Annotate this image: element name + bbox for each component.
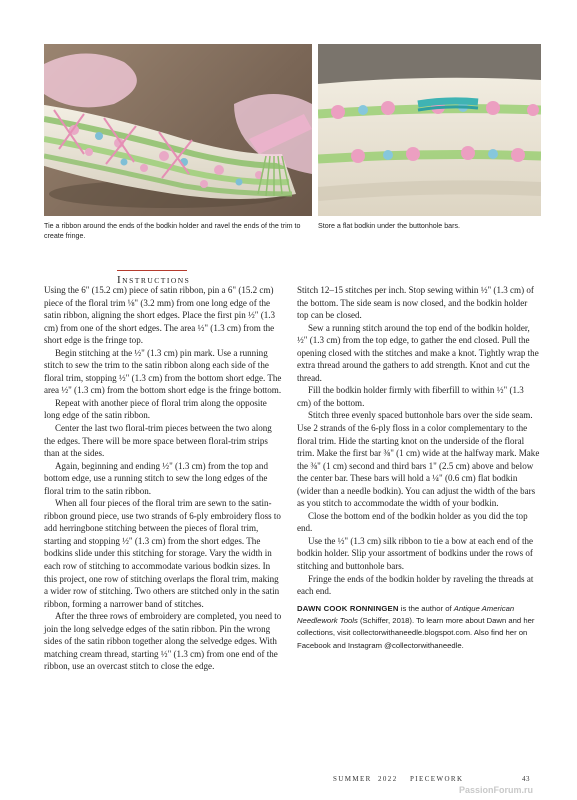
footer-season: SUMMER: [333, 775, 372, 783]
photo-caption-left: Tie a ribbon around the ends of the bodkin holder and ravel the ends of the trim to create fringe.: [44, 222, 301, 240]
photo-caption-right: Store a flat bodkin under the buttonhole bars.: [318, 222, 460, 230]
paragraph: Fringe the ends of the bodkin holder by raveling the threads at each end.: [297, 573, 534, 597]
buttonhole-bar-illustration: [318, 44, 541, 216]
bodkin-holder-photo-ribbon: [44, 44, 312, 216]
section-rule: [117, 270, 187, 271]
author-name: DAWN COOK RONNINGEN: [297, 603, 399, 613]
paragraph: Again, beginning and ending ½" (1.3 cm) from the top and bottom edge, use a running stitch to sew the long edges of the floral trim to the satin ribbon.: [44, 460, 268, 496]
author-bio: [297, 603, 540, 653]
watermark: PassionForum.ru: [459, 785, 534, 795]
paragraph: Close the bottom end of the bodkin holder as you did the top end.: [297, 510, 528, 534]
book-title: Antique American Needlework Tools: [297, 603, 515, 626]
paragraph: Stitch three evenly spaced buttonhole bars over the side seam. Use 2 strands of the 6-ply floss in a color complementary to the floral trim. Hide the starting knot on the underside of the floral trim. Make the first bar ⅜" (1 cm) wide at the halfway mark. Make the ⅜" (1 cm) second and third bars 1" (2.5 cm) above and below the center bar. These bars will hold a ¼" (0.6 cm) flat bodkin (wider than a needle bodkin). You can adjust the width of the bars as you stitch to accommodate the width of your bodkin.: [297, 410, 540, 509]
instructions-right-column: [297, 284, 540, 652]
paragraph: When all four pieces of the floral trim are sewn to the satin-ribbon ground piece, use two strands of 6-ply embroidery floss to add herringbone stitching between the pieces of floral trim, starting and stopping ½" (1.3 cm) from the short edges. The bodkins slide under this stitching for storage. Vary the width in each row of stitching to accommodate various bodkin sizes. In this project, one row of stitching overlaps the floral trim, making a wider row of stitching. Two others are stitched only in the satin ribbon, forming a narrower band of stitches.: [44, 498, 281, 609]
paragraph: After the three rows of embroidery are completed, you need to join the long selvedge edges of the satin ribbon. Pin the wrong sides of the satin ribbon together along the selvedge edges. With matching cream thread, starting ½" (1.3 cm) from one end of the ribbon, use an overcast stitch to close the edge.: [44, 611, 282, 672]
paragraph: Stitch 12–15 stitches per inch. Stop sewing within ½" (1.3 cm) of the bottom. The side seam is now closed, and the bodkin holder top can be closed.: [297, 285, 534, 321]
paragraph: Repeat with another piece of floral trim along the opposite long edge of the satin ribbon.: [44, 397, 267, 421]
paragraph: Sew a running stitch around the top end of the bodkin holder, ½" (1.3 cm) from the top edge, to gather the end closed. Pull the opening closed with the stitches and make a knot. Tightly wrap the extra thread around the gathers to add strength. Knot and cut the thread.: [297, 322, 539, 383]
instructions-left-column: [44, 284, 284, 673]
footer-year: 2022: [378, 775, 398, 783]
paragraph: Center the last two floral-trim pieces between the two along the edges. There will be more space between floral-trim strips than at the sides.: [44, 423, 272, 459]
paragraph: Using the 6" (15.2 cm) piece of satin ribbon, pin a 6" (15.2 cm) piece of the floral trim ⅛" (3.2 mm) from one long edge of the satin ribbon, aligning the short edges. Place the first pin ½" (1.3 cm) from one of the short edges. The area ½" (1.3 cm) from the short edge is the fringe top.: [44, 285, 276, 346]
paragraph: Fill the bodkin holder firmly with fiberfill to within ½" (1.3 cm) of the bottom.: [297, 385, 524, 408]
paragraph: Use the ½" (1.3 cm) silk ribbon to tie a bow at each end of the bodkin holder. Slip your assortment of bodkins under the rows of stitching and buttonhole bars.: [297, 535, 534, 572]
section-heading: INSTRUCTIONS: [117, 274, 191, 286]
bio-text: is the author of: [398, 603, 454, 613]
paragraph: Begin stitching at the ½" (1.3 cm) pin mark. Use a running stitch to sew the trim to the satin ribbon along each side of the floral trim, stopping ½" (1.3 cm) from the bottom short edge. The area ½" (1.3 cm) from the bottom short edge is the fringe bottom.: [44, 347, 282, 396]
footer-magazine: PIECEWORK: [410, 775, 464, 783]
bodkin-holder-photo-buttonhole: [318, 44, 541, 216]
bio-text: (Schiffer, 2018). To learn more about Dawn and her collections, visit collectorwithaneedle.blogspot.com. Also find her on Facebook and Instagram @collectorwithaneedle.: [297, 616, 535, 650]
page-number: 43: [522, 775, 530, 783]
section-heading-text: NSTRUCTIONS: [122, 276, 191, 285]
bodkin-holder-ribbon-illustration: [44, 44, 312, 216]
